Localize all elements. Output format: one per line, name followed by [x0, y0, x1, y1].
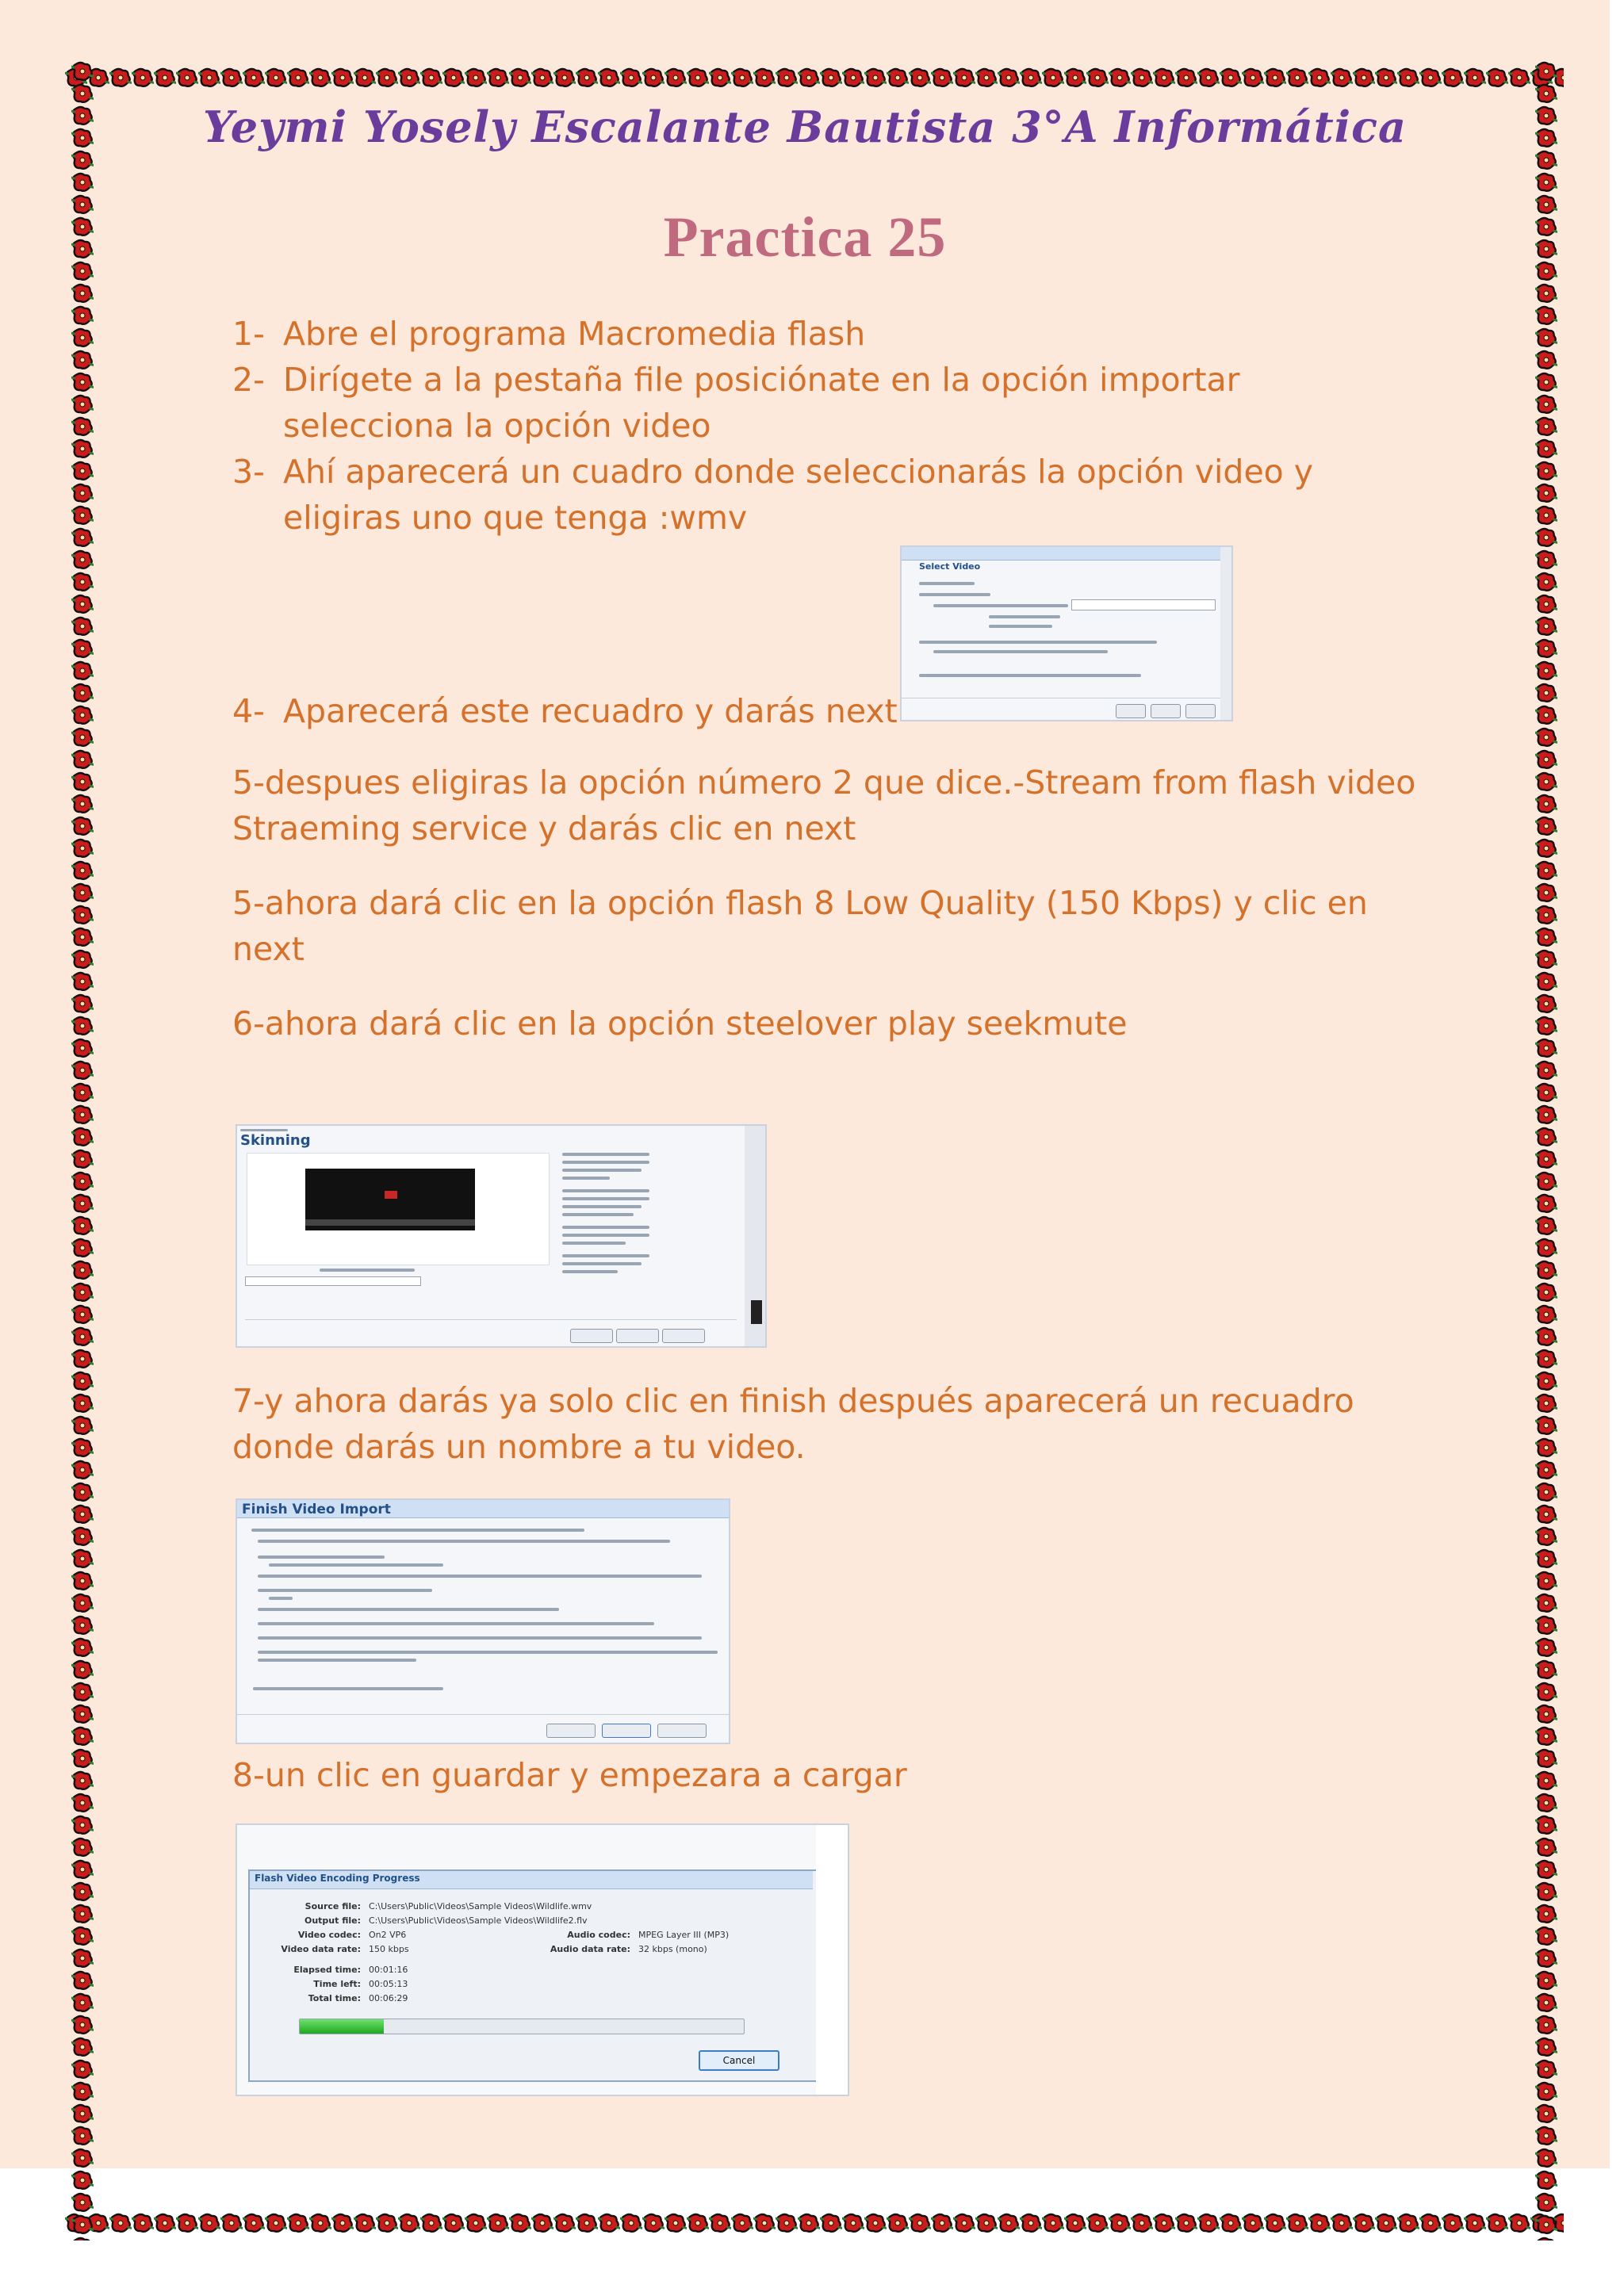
- flower-border-top: [65, 60, 1564, 95]
- step-number: 3-: [232, 453, 265, 491]
- elapsed-time-value: 00:01:16: [369, 1965, 408, 1975]
- time-left-label: Time left:: [313, 1979, 361, 1989]
- paragraph-5a-line2: Straeming service y darás clic en next: [232, 809, 856, 848]
- time-left-value: 00:05:13: [369, 1979, 408, 1989]
- output-file-value: C:\Users\Public\Videos\Sample Videos\Wildlife2.flv: [369, 1915, 588, 1926]
- video-codec-label: Video codec:: [297, 1930, 361, 1940]
- paragraph-7-line1: 7-y ahora darás ya solo clic en finish después aparecerá un recuadro: [232, 1382, 1354, 1420]
- finish-import-screenshot: [236, 1498, 730, 1744]
- step-2: [232, 357, 1240, 445]
- total-time-value: 00:06:29: [369, 1993, 408, 2003]
- step-number: 1-: [232, 315, 265, 353]
- audio-codec-label: Audio codec:: [567, 1930, 630, 1940]
- page-title: Practica 25: [663, 205, 947, 269]
- dialog-header: Select Video: [919, 561, 981, 572]
- step-text-line2: selecciona la opción video: [283, 407, 711, 445]
- flower-border-right: [1529, 60, 1564, 2241]
- output-file-label: Output file:: [304, 1915, 361, 1926]
- paragraph-5a-line1: 5-despues eligiras la opción número 2 que dice.-Stream from flash video: [232, 763, 1416, 802]
- step-text: Abre el programa Macromedia flash: [283, 315, 866, 353]
- paragraph-5b-line2: next: [232, 930, 304, 968]
- step-1: [232, 311, 866, 357]
- dialog-header: Skinning: [240, 1132, 311, 1149]
- step-text-line1: Ahí aparecerá un cuadro donde seleccionarás la opción video y: [283, 453, 1314, 491]
- step-number: 2-: [232, 361, 265, 399]
- paragraph-7-line2: donde darás un nombre a tu video.: [232, 1428, 806, 1466]
- flower-border-left: [65, 60, 100, 2241]
- step-number: 4-: [232, 692, 265, 730]
- paragraph-5b-line1: 5-ahora dará clic en la opción flash 8 Low Quality (150 Kbps) y clic en: [232, 884, 1368, 922]
- step-text-line2: eligiras uno que tenga :wmv: [283, 499, 748, 537]
- progress-fill: [300, 2019, 384, 2034]
- dialog-header: Flash Video Encoding Progress: [255, 1873, 420, 1884]
- author-line: Yeymi Yosely Escalante Bautista 3°A Informática: [202, 101, 1408, 152]
- video-rate-label: Video data rate:: [281, 1944, 361, 1954]
- step-text: Aparecerá este recuadro y darás next: [283, 692, 898, 730]
- source-file-value: C:\Users\Public\Videos\Sample Videos\Wildlife.wmv: [369, 1901, 592, 1911]
- step-text-line1: Dirígete a la pestaña file posiciónate en la opción importar: [283, 361, 1240, 399]
- step-3: [232, 449, 1314, 537]
- encoding-progress-bar: [299, 2019, 745, 2034]
- paragraph-6: 6-ahora dará clic en la opción steelover play seekmute: [232, 1004, 1128, 1043]
- encoding-progress-screenshot: [236, 1823, 849, 2096]
- select-video-screenshot: [900, 545, 1233, 721]
- elapsed-time-label: Elapsed time:: [293, 1965, 361, 1975]
- cancel-button[interactable]: Cancel: [699, 2050, 779, 2071]
- audio-rate-label: Audio data rate:: [550, 1944, 630, 1954]
- total-time-label: Total time:: [308, 1993, 361, 2003]
- source-file-label: Source file:: [304, 1901, 361, 1911]
- video-codec-value: On2 VP6: [369, 1930, 407, 1940]
- paragraph-8: 8-un clic en guardar y empezara a cargar: [232, 1756, 907, 1794]
- video-rate-value: 150 kbps: [369, 1944, 409, 1954]
- audio-rate-value: 32 kbps (mono): [638, 1944, 707, 1954]
- flower-border-bottom: [65, 2206, 1564, 2241]
- skinning-screenshot: [236, 1124, 767, 1348]
- dialog-header: Finish Video Import: [242, 1502, 391, 1517]
- step-4: [232, 688, 898, 734]
- audio-codec-value: MPEG Layer III (MP3): [638, 1930, 730, 1940]
